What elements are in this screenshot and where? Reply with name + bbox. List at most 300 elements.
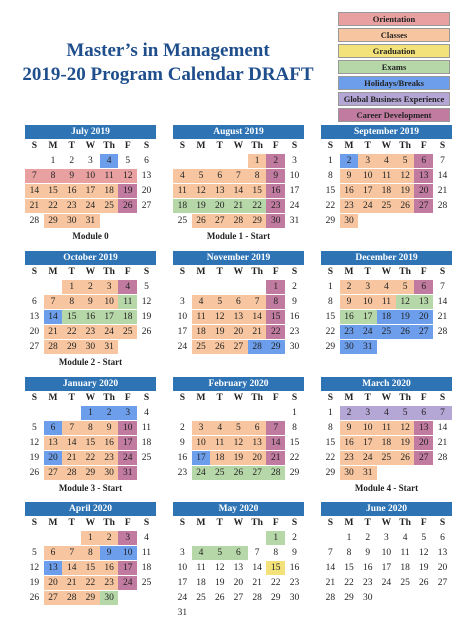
day-cell: 26 <box>141 327 152 337</box>
week-row <box>25 310 156 325</box>
week-row <box>321 340 452 355</box>
day-cell: 13 <box>44 561 63 575</box>
day-cell: 20 <box>44 576 63 590</box>
day-cell: 7 <box>266 421 285 435</box>
week-row <box>321 451 452 466</box>
day-cell: 29 <box>62 340 81 354</box>
day-cell: 23 <box>340 451 359 465</box>
day-cell: 21 <box>229 199 248 213</box>
weekday-label: T <box>216 267 223 277</box>
day-cell: 24 <box>118 576 137 590</box>
weekday-label: Th <box>399 141 411 151</box>
weekday-header <box>25 265 156 280</box>
day-cell: 9 <box>100 421 119 435</box>
weekday-label: S <box>291 393 298 403</box>
day-cell: 1 <box>248 154 267 168</box>
weekday-label: S <box>291 141 298 151</box>
weekday-label: T <box>68 267 75 277</box>
day-cell: 23 <box>177 468 188 478</box>
day-cell: 30 <box>340 340 359 354</box>
weekday-header <box>321 516 452 531</box>
module-label: Module 0 <box>72 231 109 241</box>
day-cell: 29 <box>248 214 267 228</box>
day-cell: 11 <box>400 548 410 558</box>
empty-day <box>25 154 44 168</box>
day-cell: 20 <box>414 436 433 450</box>
weekday-label: M <box>48 393 58 403</box>
month-title: July 2019 <box>25 125 156 139</box>
day-cell: 5 <box>229 421 248 435</box>
day-cell: 6 <box>44 546 63 560</box>
day-cell: 21 <box>62 576 81 590</box>
month-title: August 2019 <box>173 125 304 139</box>
week-row <box>173 406 304 421</box>
day-cell: 8 <box>81 546 100 560</box>
empty-day <box>192 154 211 168</box>
day-cell: 5 <box>31 548 37 558</box>
weekday-label: Th <box>103 141 115 151</box>
week-row <box>173 310 304 325</box>
day-cell: 7 <box>327 548 333 558</box>
day-cell: 10 <box>118 546 137 560</box>
day-cell: 22 <box>81 451 100 465</box>
day-cell: 14 <box>62 436 81 450</box>
day-cell: 4 <box>192 546 211 560</box>
day-cell: 11 <box>196 563 206 573</box>
weekday-label: T <box>216 393 223 403</box>
day-cell: 14 <box>437 171 448 181</box>
day-cell: 23 <box>266 199 285 213</box>
day-cell: 29 <box>325 468 336 478</box>
weekday-label: S <box>291 267 298 277</box>
week-row <box>173 199 304 214</box>
day-cell: 15 <box>325 438 336 448</box>
day-cell: 2 <box>179 423 185 433</box>
day-cell: 15 <box>81 561 100 575</box>
day-cell: 6 <box>414 154 433 168</box>
weekday-label: S <box>143 393 150 403</box>
weekday-label: S <box>327 393 333 403</box>
day-cell: 1 <box>327 408 333 418</box>
day-cell: 1 <box>81 406 100 420</box>
day-cell: 10 <box>358 421 377 435</box>
day-cell: 18 <box>141 563 152 573</box>
day-cell: 12 <box>419 548 429 558</box>
weekday-label: W <box>85 393 96 403</box>
day-cell: 6 <box>248 421 267 435</box>
day-cell: 26 <box>118 199 137 213</box>
day-cell: 4 <box>100 154 119 168</box>
day-cell: 29 <box>325 342 336 352</box>
day-cell: 25 <box>377 199 396 213</box>
empty-day <box>414 591 433 605</box>
day-cell: 15 <box>289 438 300 448</box>
day-cell: 17 <box>118 561 137 575</box>
week-row <box>25 546 156 561</box>
week-row <box>173 466 304 481</box>
day-cell: 4 <box>377 154 396 168</box>
week-row <box>321 576 452 591</box>
empty-day <box>229 406 248 420</box>
weekday-label: F <box>272 141 279 151</box>
week-row <box>173 169 304 184</box>
empty-day <box>100 214 119 228</box>
day-cell: 30 <box>266 214 285 228</box>
day-cell: 31 <box>81 214 100 228</box>
weekday-label: W <box>233 267 244 277</box>
day-cell: 11 <box>173 184 192 198</box>
day-cell: 9 <box>292 297 297 307</box>
week-row <box>25 576 156 591</box>
empty-day <box>210 531 229 545</box>
day-cell: 13 <box>414 421 433 435</box>
day-cell: 19 <box>192 199 211 213</box>
legend-item: Holidays/Breaks <box>338 76 450 90</box>
weekday-label: W <box>381 267 392 277</box>
day-cell: 7 <box>248 295 267 309</box>
day-cell: 12 <box>29 438 40 448</box>
weekday-label: S <box>327 141 333 151</box>
day-cell: 29 <box>271 593 281 603</box>
day-cell: 31 <box>177 608 188 618</box>
empty-day <box>433 466 452 480</box>
day-cell: 8 <box>273 548 279 558</box>
day-cell: 26 <box>214 593 225 603</box>
day-cell: 12 <box>396 421 415 435</box>
day-cell: 20 <box>29 327 40 337</box>
day-cell: 23 <box>81 325 100 339</box>
day-cell: 10 <box>177 312 188 322</box>
weekday-label: Th <box>103 518 115 528</box>
weekday-label: F <box>420 141 427 151</box>
day-cell: 13 <box>141 171 152 181</box>
empty-day <box>62 406 81 420</box>
day-cell: 28 <box>29 216 40 226</box>
weekday-label: Th <box>399 267 411 277</box>
day-cell: 28 <box>252 593 262 603</box>
day-cell: 2 <box>365 533 371 543</box>
weekday-header <box>25 391 156 406</box>
day-cell: 20 <box>210 199 229 213</box>
week-row <box>25 199 156 214</box>
week-row <box>173 421 304 436</box>
day-cell: 11 <box>141 423 152 433</box>
month-calendar <box>321 502 452 606</box>
day-cell: 22 <box>344 578 354 588</box>
day-cell: 24 <box>177 342 188 352</box>
empty-day <box>266 606 285 620</box>
day-cell: 6 <box>414 280 433 294</box>
week-row <box>173 214 304 229</box>
day-cell: 8 <box>62 295 81 309</box>
day-cell: 11 <box>100 169 119 183</box>
day-cell: 8 <box>248 169 267 183</box>
day-cell: 23 <box>289 578 300 588</box>
day-cell: 19 <box>396 436 415 450</box>
weekday-label: M <box>48 518 58 528</box>
day-cell: 10 <box>81 169 100 183</box>
day-cell: 15 <box>325 186 336 196</box>
weekday-label: S <box>31 141 37 151</box>
weekday-label: W <box>381 518 392 528</box>
week-row <box>321 310 452 325</box>
weekday-label: F <box>420 393 427 403</box>
day-cell: 3 <box>100 280 119 294</box>
weekday-label: F <box>272 393 279 403</box>
day-cell: 25 <box>377 325 396 339</box>
day-cell: 8 <box>327 171 333 181</box>
day-cell: 13 <box>233 563 244 573</box>
day-cell: 30 <box>340 214 359 228</box>
day-cell: 3 <box>358 154 377 168</box>
day-cell: 14 <box>437 423 448 433</box>
empty-day <box>396 214 415 228</box>
day-cell: 30 <box>81 340 100 354</box>
week-row <box>173 184 304 199</box>
day-cell: 15 <box>266 561 285 575</box>
day-cell: 5 <box>125 156 131 166</box>
empty-day <box>192 606 211 620</box>
day-cell: 29 <box>289 468 300 478</box>
month-title: May 2020 <box>173 502 304 516</box>
day-cell: 6 <box>210 169 229 183</box>
day-cell: 18 <box>377 436 396 450</box>
empty-day <box>414 214 433 228</box>
month-calendar <box>25 125 156 241</box>
month-calendar <box>321 125 452 229</box>
day-cell: 15 <box>248 184 267 198</box>
weekday-label: T <box>68 141 75 151</box>
weekday-header <box>173 139 304 154</box>
weekday-header <box>25 516 156 531</box>
day-cell: 31 <box>100 340 119 354</box>
empty-day <box>248 531 267 545</box>
day-cell: 5 <box>396 406 415 420</box>
empty-day <box>433 591 452 605</box>
legend-item: Career Development <box>338 108 450 122</box>
weekday-label: W <box>233 518 244 528</box>
month-calendar <box>25 502 156 606</box>
day-cell: 27 <box>437 578 448 588</box>
day-cell: 18 <box>196 578 206 588</box>
day-cell: 9 <box>340 421 359 435</box>
day-cell: 23 <box>100 576 119 590</box>
day-cell: 17 <box>358 184 377 198</box>
week-row <box>25 406 156 421</box>
day-cell: 24 <box>118 451 137 465</box>
day-cell: 11 <box>141 548 152 558</box>
day-cell: 10 <box>358 295 377 309</box>
day-cell: 16 <box>81 310 100 324</box>
day-cell: 4 <box>402 533 408 543</box>
day-cell: 18 <box>210 451 229 465</box>
day-cell: 6 <box>31 297 37 307</box>
week-row <box>25 451 156 466</box>
month-title: January 2020 <box>25 377 156 391</box>
weekday-label: S <box>143 518 150 528</box>
day-cell: 25 <box>192 340 211 354</box>
day-cell: 14 <box>252 563 262 573</box>
weekday-label: M <box>196 393 206 403</box>
day-cell: 22 <box>289 453 300 463</box>
day-cell: 9 <box>179 438 185 448</box>
day-cell: 28 <box>62 591 81 605</box>
week-row <box>173 576 304 591</box>
day-cell: 13 <box>437 548 448 558</box>
day-cell: 2 <box>340 280 359 294</box>
title-line-2: 2019-20 Program Calendar DRAFT <box>22 64 314 85</box>
day-cell: 2 <box>100 531 119 545</box>
weekday-header <box>321 391 452 406</box>
day-cell: 19 <box>396 310 415 324</box>
week-row <box>173 280 304 295</box>
day-cell: 15 <box>44 184 63 198</box>
month-title: November 2019 <box>173 251 304 265</box>
day-cell: 17 <box>358 310 377 324</box>
day-cell: 2 <box>69 156 75 166</box>
empty-day <box>321 531 340 545</box>
weekday-label: Th <box>251 267 263 277</box>
week-row <box>25 436 156 451</box>
week-row <box>321 199 452 214</box>
week-row <box>25 561 156 576</box>
module-label: Module 4 - Start <box>354 483 419 493</box>
weekday-label: S <box>31 518 37 528</box>
day-cell: 2 <box>81 280 100 294</box>
day-cell: 5 <box>396 154 415 168</box>
weekday-label: S <box>179 267 185 277</box>
day-cell: 11 <box>192 310 211 324</box>
day-cell: 13 <box>29 312 40 322</box>
day-cell: 25 <box>177 216 188 226</box>
day-cell: 12 <box>118 169 137 183</box>
day-cell: 30 <box>362 593 373 603</box>
month-calendar <box>321 377 452 493</box>
day-cell: 14 <box>62 561 81 575</box>
day-cell: 27 <box>44 591 63 605</box>
weekday-header <box>321 139 452 154</box>
day-cell: 28 <box>437 201 448 211</box>
empty-day <box>433 214 452 228</box>
day-cell: 16 <box>289 563 300 573</box>
day-cell: 5 <box>396 280 415 294</box>
day-cell: 17 <box>118 436 137 450</box>
day-cell: 4 <box>173 169 192 183</box>
day-cell: 14 <box>229 184 248 198</box>
day-cell: 20 <box>44 451 63 465</box>
day-cell: 15 <box>81 436 100 450</box>
day-cell: 13 <box>248 436 267 450</box>
day-cell: 3 <box>179 297 185 307</box>
weekday-label: Th <box>399 518 411 528</box>
day-cell: 7 <box>440 282 445 292</box>
day-cell: 23 <box>362 578 373 588</box>
week-row <box>321 436 452 451</box>
weekday-header <box>173 391 304 406</box>
day-cell: 21 <box>325 578 336 588</box>
day-cell: 27 <box>414 199 433 213</box>
legend <box>338 12 450 124</box>
module-label: Module 3 - Start <box>58 483 123 493</box>
month-calendar <box>173 251 304 355</box>
weekday-label: M <box>48 141 58 151</box>
day-cell: 6 <box>44 421 63 435</box>
week-row <box>321 531 452 546</box>
day-cell: 7 <box>62 546 81 560</box>
day-cell: 2 <box>292 282 297 292</box>
day-cell: 9 <box>340 169 359 183</box>
day-cell: 1 <box>292 408 297 418</box>
day-cell: 24 <box>381 578 392 588</box>
week-row <box>321 280 452 295</box>
day-cell: 19 <box>419 563 429 573</box>
day-cell: 21 <box>25 199 44 213</box>
day-cell: 3 <box>192 421 211 435</box>
day-cell: 28 <box>44 340 63 354</box>
empty-day <box>210 280 229 294</box>
day-cell: 21 <box>248 325 267 339</box>
empty-day <box>433 340 452 354</box>
legend-item: Global Business Experience <box>338 92 450 106</box>
week-row <box>321 546 452 561</box>
weekday-label: F <box>420 518 427 528</box>
weekday-label: T <box>364 141 371 151</box>
day-cell: 16 <box>289 312 300 322</box>
weekday-label: M <box>196 518 206 528</box>
week-row <box>321 214 452 229</box>
month-calendar <box>25 251 156 367</box>
month-calendar <box>173 502 304 621</box>
day-cell: 10 <box>100 295 119 309</box>
day-cell: 20 <box>414 310 433 324</box>
day-cell: 12 <box>229 436 248 450</box>
day-cell: 23 <box>62 199 81 213</box>
day-cell: 1 <box>327 282 333 292</box>
day-cell: 6 <box>414 406 433 420</box>
day-cell: 29 <box>81 466 100 480</box>
day-cell: 4 <box>144 533 149 543</box>
day-cell: 26 <box>29 593 40 603</box>
day-cell: 3 <box>358 406 377 420</box>
day-cell: 14 <box>325 563 336 573</box>
weekday-header <box>173 516 304 531</box>
day-cell: 9 <box>365 548 371 558</box>
day-cell: 17 <box>289 186 300 196</box>
empty-day <box>62 531 81 545</box>
legend-item: Classes <box>338 28 450 42</box>
day-cell: 14 <box>266 436 285 450</box>
week-row <box>25 421 156 436</box>
weekday-label: S <box>179 518 185 528</box>
week-row <box>173 325 304 340</box>
empty-day <box>396 466 415 480</box>
day-cell: 21 <box>44 325 63 339</box>
day-cell: 27 <box>248 466 267 480</box>
day-cell: 26 <box>29 468 40 478</box>
week-row <box>173 340 304 355</box>
day-cell: 25 <box>377 451 396 465</box>
week-row <box>25 295 156 310</box>
week-row <box>173 436 304 451</box>
day-cell: 21 <box>437 186 448 196</box>
day-cell: 10 <box>381 548 392 558</box>
day-cell: 13 <box>414 169 433 183</box>
weekday-label: W <box>381 141 392 151</box>
month-title: March 2020 <box>321 377 452 391</box>
day-cell: 17 <box>177 327 188 337</box>
day-cell: 28 <box>229 214 248 228</box>
day-cell: 10 <box>118 421 137 435</box>
